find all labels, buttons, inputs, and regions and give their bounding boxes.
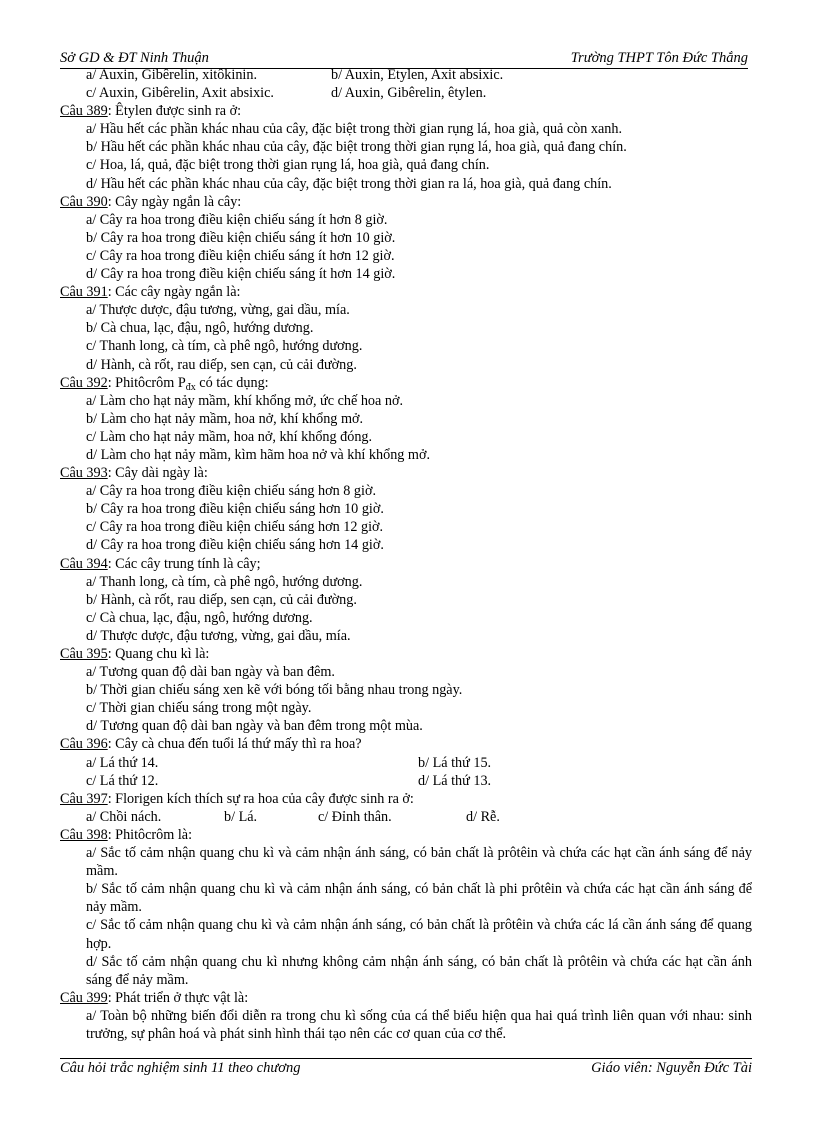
question-title <box>60 989 752 1007</box>
option: a/ Sắc tố cảm nhận quang chu kì và cảm nhận ánh sáng, có bản chất là prôtêin và chứa các hạt cần ánh sáng để nảy mầm. <box>86 845 752 880</box>
option: c/ Hoa, lá, quả, đặc biệt trong thời gian rụng lá, hoa già, quả đang chín. <box>86 157 490 174</box>
option: c/ Lá thứ 12. <box>86 772 159 789</box>
option: c/ Thời gian chiếu sáng trong một ngày. <box>86 700 312 717</box>
question-text: : Phitôcrôm là: <box>107 826 193 843</box>
options-row <box>60 84 752 102</box>
question-number: Câu 396 <box>60 736 108 753</box>
option: d/ Cây ra hoa trong điều kiện chiếu sáng hơn 14 giờ. <box>86 537 384 554</box>
question-title <box>60 464 752 482</box>
options-row <box>60 66 752 84</box>
question-title <box>60 555 752 573</box>
option: d/ Làm cho hạt nảy mầm, kìm hãm hoa nở và khí khổng mở. <box>86 446 431 463</box>
option: c/ Cà chua, lạc, đậu, ngô, hướng dương. <box>86 609 313 626</box>
question-number: Câu 397 <box>60 790 108 807</box>
question-text: : Quang chu kì là: <box>107 646 210 662</box>
question-number: Câu 390 <box>60 193 108 210</box>
option: a/ Thanh long, cà tím, cà phê ngô, hướng dương. <box>86 573 363 590</box>
question-number: Câu 395 <box>60 646 108 662</box>
question-text: : Cây dài ngày là: <box>107 465 208 482</box>
question-text: : Cây ngày ngắn là cây: <box>107 193 242 210</box>
option: a/ Hầu hết các phần khác nhau của cây, đặc biệt trong thời gian rụng lá, hoa già, quả còn xanh. <box>86 121 623 138</box>
option: d/ Hành, cà rốt, rau diếp, sen cạn, củ cải đường. <box>86 356 357 373</box>
question-number: Câu 394 <box>60 555 108 572</box>
option: a/ Auxin, Gibêrelin, xitôkinin. <box>86 67 258 83</box>
options-row <box>60 772 752 790</box>
option: b/ Cây ra hoa trong điều kiện chiếu sáng hơn 10 giờ. <box>86 501 384 518</box>
option: d/ Thược dược, đậu tương, vừng, gai dầu, mía. <box>86 627 351 644</box>
option: c/ Sắc tố cảm nhận quang chu kì và cảm nhận ánh sáng, có bản chất là prôtêin và chứa các lá cần ánh sáng để quang hợp. <box>86 917 752 952</box>
question-text-end: có tác dụng: <box>195 374 269 391</box>
question-title <box>60 193 752 211</box>
question-number: Câu 399 <box>60 989 108 1006</box>
options-row <box>60 754 752 772</box>
question-title <box>60 735 752 753</box>
option: d/ Rễ. <box>466 808 500 825</box>
option: b/ Sắc tố cảm nhận quang chu kì và cảm nhận ánh sáng, có bản chất là phi prôtêin và chứa các hạt cần ánh sáng để nảy mầm. <box>86 881 752 916</box>
question-text: : Phát triển ở thực vật là: <box>107 989 249 1006</box>
question-text: : Các cây trung tính là cây; <box>107 555 261 572</box>
question-number: Câu 398 <box>60 826 108 843</box>
option: a/ Tương quan độ dài ban ngày và ban đêm. <box>86 664 335 681</box>
question-number: Câu 392 <box>60 374 108 391</box>
header-right: Trường THPT Tôn Đức Thắng <box>570 50 748 66</box>
option: b/ Lá thứ 15. <box>418 754 492 771</box>
option: d/ Cây ra hoa trong điều kiện chiếu sáng ít hơn 14 giờ. <box>86 266 396 283</box>
option: a/ Cây ra hoa trong điều kiện chiếu sáng hơn 8 giờ. <box>86 483 377 500</box>
question-text: : Phitôcrôm P <box>107 374 186 391</box>
option: a/ Làm cho hạt nảy mầm, khí khổng mở, ức chế hoa nở. <box>86 392 404 409</box>
question-title <box>60 645 752 663</box>
options-row <box>60 808 752 826</box>
footer-right: Giáo viên: Nguyễn Đức Tài <box>591 1060 752 1076</box>
header-left: Sở GD & ĐT Ninh Thuận <box>60 50 209 66</box>
option: d/ Tương quan độ dài ban ngày và ban đêm trong một mùa. <box>86 718 423 735</box>
question-title <box>60 102 752 120</box>
option: d/ Auxin, Gibêrelin, êtylen. <box>331 85 487 102</box>
option: a/ Lá thứ 14. <box>86 754 159 771</box>
question-title <box>60 826 752 844</box>
option: b/ Làm cho hạt nảy mầm, hoa nở, khí khổng mở. <box>86 410 364 427</box>
subscript: đx <box>185 381 196 393</box>
option: a/ Cây ra hoa trong điều kiện chiếu sáng ít hơn 8 giờ. <box>86 211 388 228</box>
option: c/ Thanh long, cà tím, cà phê ngô, hướng dương. <box>86 338 363 355</box>
question-number: Câu 389 <box>60 103 108 120</box>
document-body <box>60 66 752 1043</box>
option: a/ Toàn bộ những biến đổi diễn ra trong chu kì sống của cá thể biểu hiện qua hai quá trình liên quan với nhau: sinh trưởng, sự phân hoá và phát sinh hình thái tạo nên các cơ quan của cơ thể. <box>86 1007 752 1042</box>
footer-left: Câu hỏi trắc nghiệm sinh 11 theo chương <box>60 1060 301 1076</box>
question-title <box>60 283 752 301</box>
option: a/ Chồi nách. <box>86 808 162 825</box>
question-text: : Các cây ngày ngắn là: <box>107 284 241 301</box>
option: a/ Thược dược, đậu tương, vừng, gai dầu, mía. <box>86 302 350 319</box>
question-text: : Cây cà chua đến tuổi lá thứ mấy thì ra hoa? <box>107 736 362 753</box>
option: d/ Hầu hết các phần khác nhau của cây, đặc biệt trong thời gian ra lá, hoa già, quả đang chín. <box>86 175 612 192</box>
option: b/ Cà chua, lạc, đậu, ngô, hướng dương. <box>86 320 314 337</box>
option: c/ Làm cho hạt nảy mầm, hoa nở, khí khổng đóng. <box>86 428 373 445</box>
option: d/ Lá thứ 13. <box>418 772 492 789</box>
question-title <box>60 374 752 392</box>
question-text: : Florigen kích thích sự ra hoa của cây được sinh ra ở: <box>107 790 414 807</box>
option: b/ Lá. <box>224 808 258 825</box>
question-title <box>60 790 752 808</box>
option: c/ Auxin, Gibêrelin, Axit absixic. <box>86 85 274 102</box>
question-text: : Êtylen được sinh ra ở: <box>107 103 242 120</box>
option: b/ Cây ra hoa trong điều kiện chiếu sáng ít hơn 10 giờ. <box>86 229 396 246</box>
option: b/ Auxin, Etylen, Axit absixic. <box>331 67 504 83</box>
option: c/ Cây ra hoa trong điều kiện chiếu sáng hơn 12 giờ. <box>86 519 384 536</box>
question-number: Câu 391 <box>60 284 108 301</box>
option: c/ Đỉnh thân. <box>318 808 392 825</box>
option: b/ Thời gian chiếu sáng xen kẽ với bóng tối bằng nhau trong ngày. <box>86 682 463 699</box>
option: d/ Sắc tố cảm nhận quang chu kì nhưng không cảm nhận ánh sáng, có bản chất là prôtêin và chứa các hạt cần ánh sáng để nảy mầm. <box>86 953 752 988</box>
question-number: Câu 393 <box>60 465 108 482</box>
option: b/ Hành, cà rốt, rau diếp, sen cạn, củ cải đường. <box>86 591 357 608</box>
page-footer <box>60 1058 752 1077</box>
option: c/ Cây ra hoa trong điều kiện chiếu sáng ít hơn 12 giờ. <box>86 247 395 264</box>
option: b/ Hầu hết các phần khác nhau của cây, đặc biệt trong thời gian rụng lá, hoa già, quả đang chín. <box>86 139 627 156</box>
